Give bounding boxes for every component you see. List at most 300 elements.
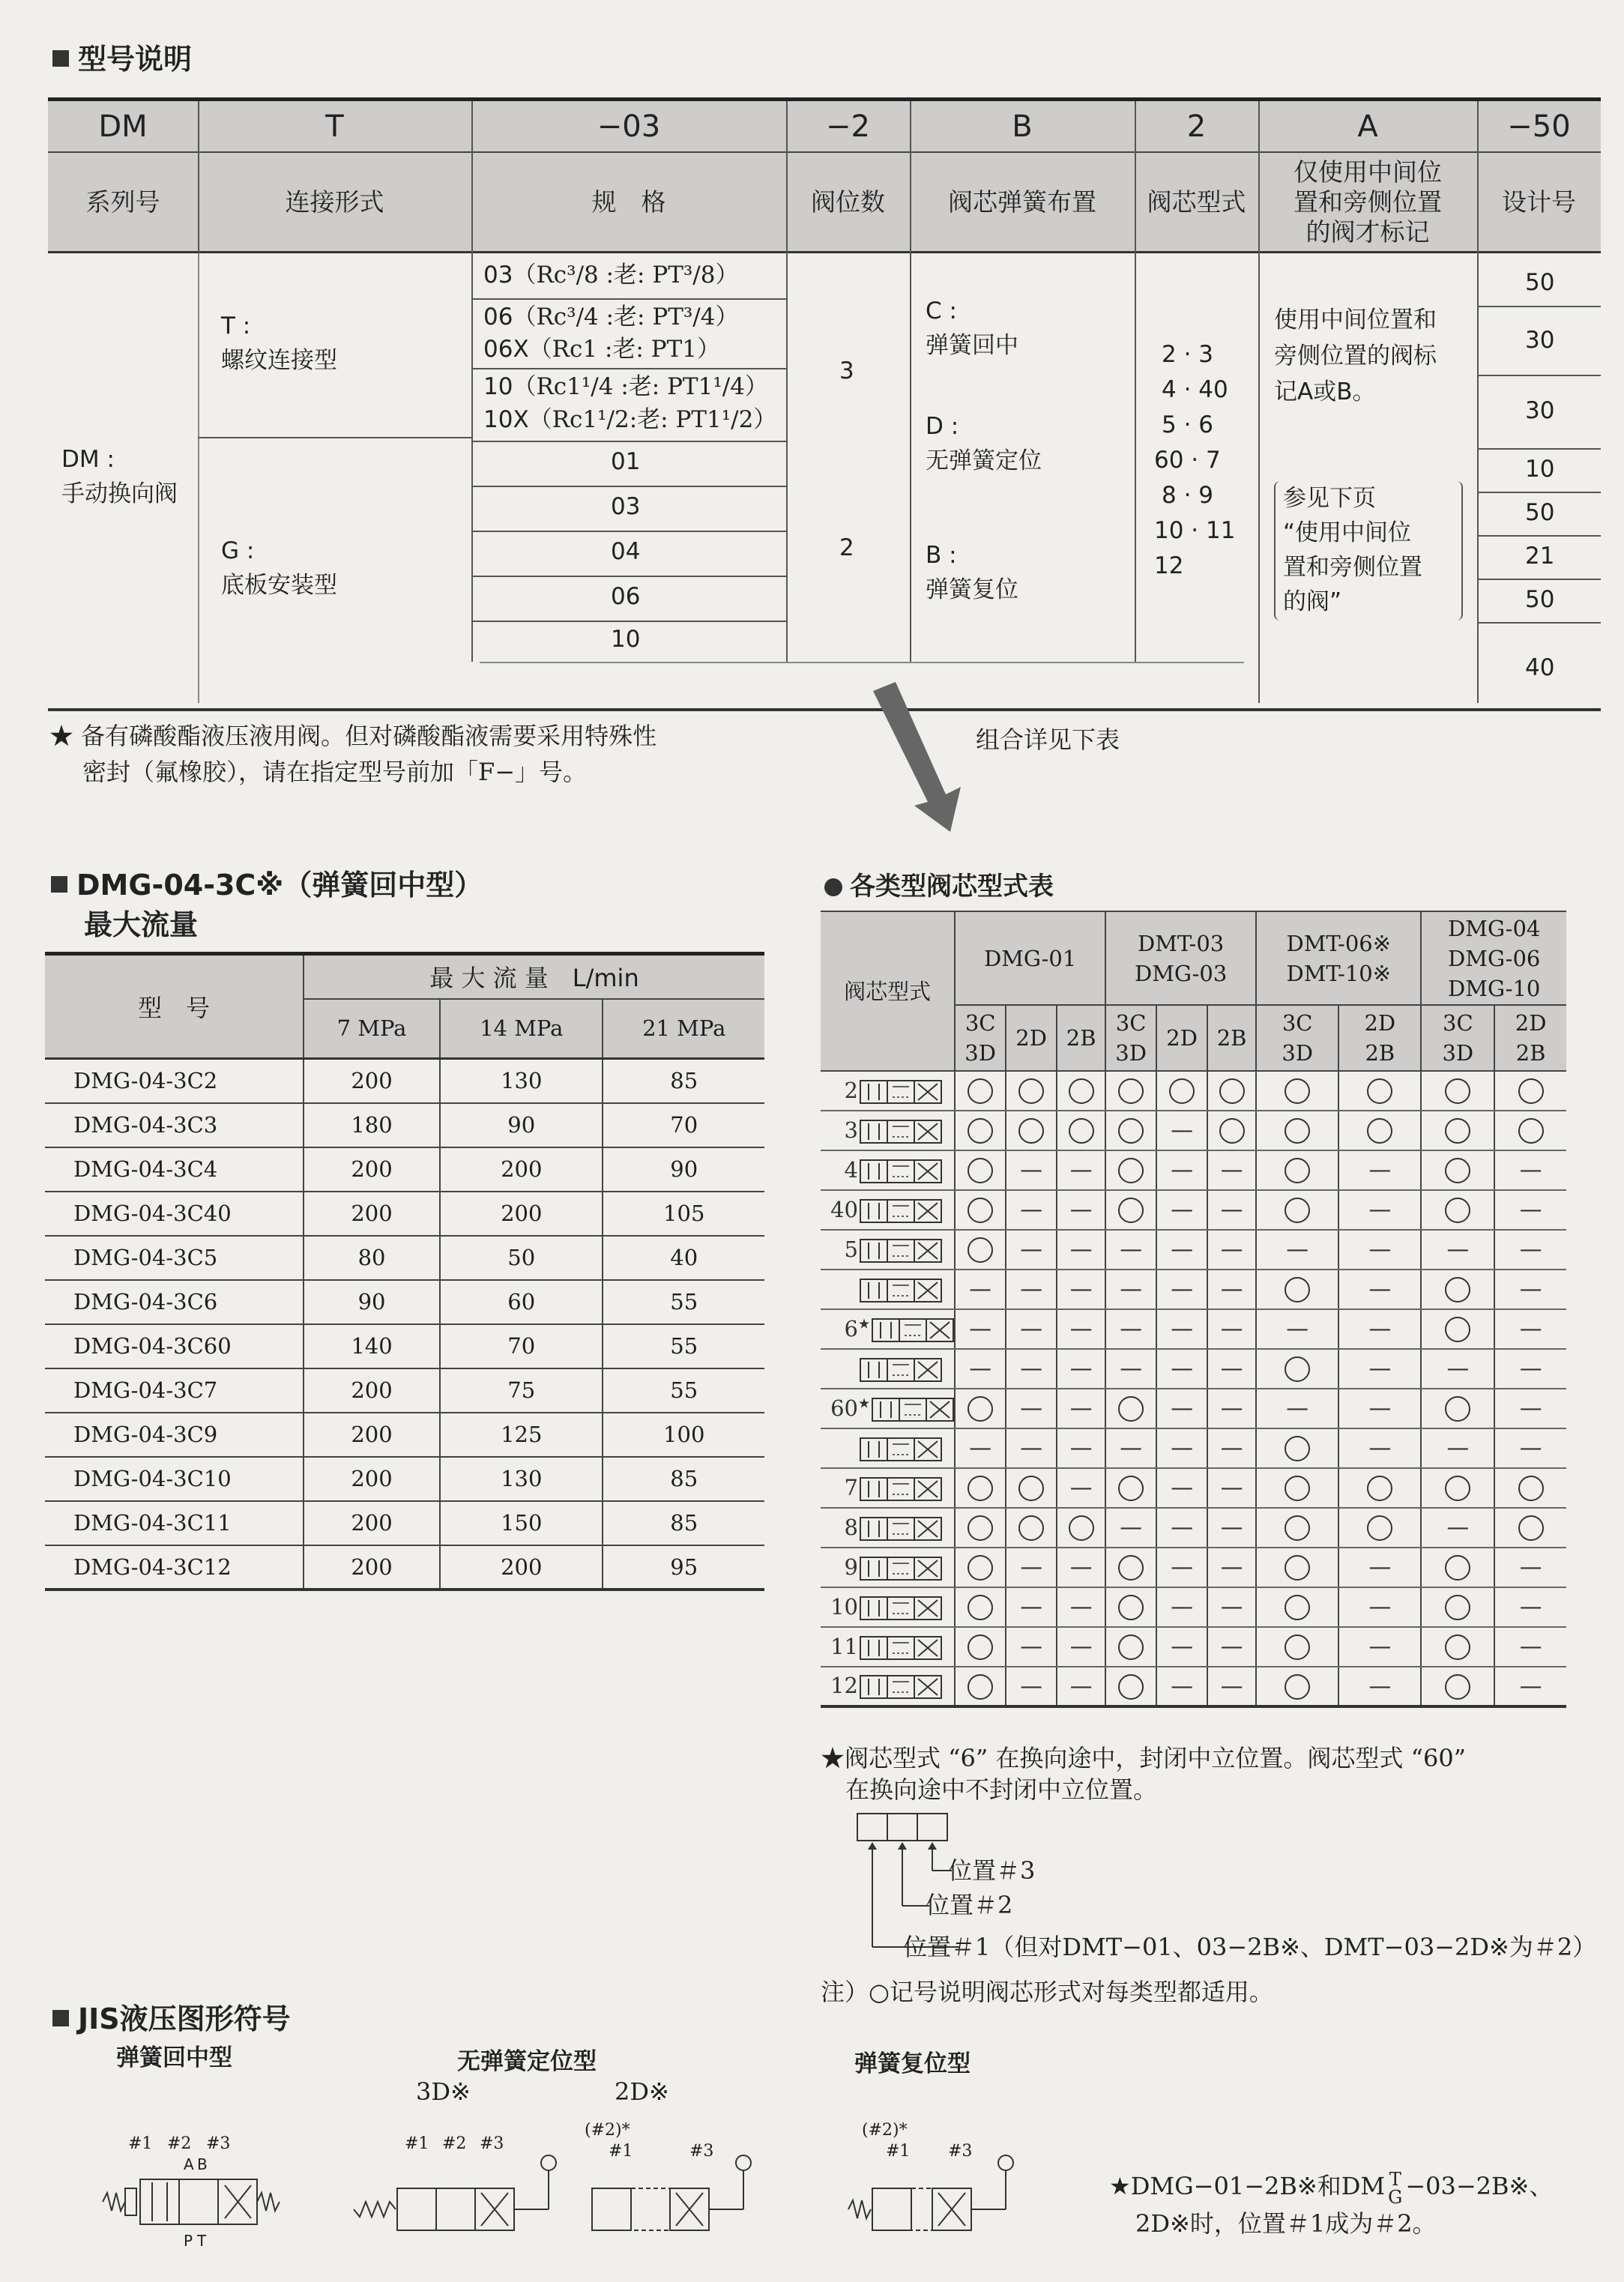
not-applicable-dash: —	[1494, 1587, 1566, 1627]
not-applicable-dash: —	[1057, 1190, 1105, 1230]
not-applicable-dash: —	[1057, 1587, 1105, 1627]
spool-symbol-icon	[860, 1476, 942, 1502]
size-10x: 10X（Rc1¹/2:老: PT1¹/2）	[483, 406, 777, 433]
final-note: ★DMG−01−2B※和DM T G −03−2B※、	[1109, 2168, 1554, 2208]
size-g-03: 03	[611, 493, 641, 520]
applicable-circle-icon	[955, 1150, 1006, 1190]
not-applicable-dash: —	[1057, 1627, 1105, 1667]
symbol-spring-center: #1 #2 #3 A B P T	[101, 2134, 371, 2269]
applicable-circle-icon	[1256, 1468, 1338, 1508]
symbol-3d: #1 #2 #3	[352, 2134, 570, 2269]
applicable-circle-icon	[1421, 1150, 1494, 1190]
code-part: −03	[597, 109, 661, 144]
not-applicable-dash: —	[1421, 1349, 1494, 1389]
spool-note: 在换向途中不封闭中立位置。	[845, 1775, 1158, 1804]
flow-value-cell: 180	[304, 1103, 440, 1147]
circle-bullet-icon	[824, 878, 842, 896]
not-applicable-dash: —	[1156, 1508, 1207, 1548]
jis-spring-return: 弹簧复位型	[854, 2050, 971, 2077]
table-row	[821, 1667, 1566, 1706]
spool-symbol-icon	[872, 1397, 954, 1422]
applicable-circle-icon	[955, 1389, 1006, 1428]
conn-t-code: T :	[221, 313, 251, 339]
not-applicable-dash: —	[1006, 1150, 1057, 1190]
flow-value-cell: 40	[603, 1236, 764, 1280]
not-applicable-dash: —	[1256, 1230, 1338, 1270]
applicable-circle-icon	[1105, 1111, 1156, 1150]
not-applicable-dash: —	[1494, 1548, 1566, 1587]
table-row	[821, 1468, 1566, 1508]
applicable-circle-icon	[1494, 1468, 1566, 1508]
not-applicable-dash: —	[1338, 1587, 1421, 1627]
applicable-circle-icon	[1105, 1190, 1156, 1230]
flow-subtitle: 最大流量	[84, 908, 199, 941]
not-applicable-dash: —	[1338, 1270, 1421, 1309]
size-g-01: 01	[611, 448, 641, 475]
final-note: 2D※时，位置＃1成为＃2。	[1135, 2209, 1437, 2238]
flow-value-cell: 105	[603, 1192, 764, 1236]
not-applicable-dash: —	[1006, 1428, 1057, 1468]
circle-note: 注）○记号说明阀芯形式对每类型都适用。	[821, 1978, 1273, 2006]
marking-note-line: 旁侧位置的阀标	[1274, 342, 1437, 369]
applicable-circle-icon	[1421, 1270, 1494, 1309]
label-design: 设计号	[1502, 187, 1576, 217]
table-row	[45, 1501, 764, 1545]
table-row	[821, 1548, 1566, 1587]
applicable-circle-icon	[1421, 1667, 1494, 1706]
not-applicable-dash: —	[1156, 1389, 1207, 1428]
table-row	[45, 1147, 764, 1192]
table-row	[821, 1230, 1566, 1270]
spool-type-label	[821, 1349, 955, 1389]
square-bullet-icon	[52, 50, 69, 67]
flow-value-cell: 60	[440, 1280, 603, 1324]
design-number: 30	[1525, 327, 1555, 354]
flow-header-flow: 最 大 流 量 L/min	[304, 954, 764, 999]
not-applicable-dash: —	[1057, 1150, 1105, 1190]
applicable-circle-icon	[955, 1468, 1006, 1508]
not-applicable-dash: —	[1338, 1667, 1421, 1706]
spool-list-item: 12	[1154, 552, 1184, 579]
flow-value-cell: 200	[304, 1457, 440, 1501]
applicable-circle-icon	[1256, 1150, 1338, 1190]
col-header: 3C 3D	[1421, 1005, 1494, 1071]
flow-model-cell: DMG-04-3C6	[45, 1280, 304, 1324]
marking-ref-line: 的阀”	[1283, 588, 1342, 615]
marking-ref-line: 置和旁侧位置	[1283, 554, 1422, 581]
table-row	[45, 1545, 764, 1590]
spool-list-item: 5 · 6	[1162, 411, 1214, 438]
flow-value-cell: 70	[440, 1324, 603, 1368]
col-header: 3C 3D	[1256, 1005, 1338, 1071]
flow-value-cell: 95	[603, 1545, 764, 1590]
not-applicable-dash: —	[1057, 1548, 1105, 1587]
label-size: 规 格	[591, 187, 666, 217]
label-series: 系列号	[85, 187, 160, 217]
applicable-circle-icon	[1156, 1071, 1207, 1111]
flow-value-cell: 200	[440, 1147, 603, 1192]
not-applicable-dash: —	[1006, 1270, 1057, 1309]
applicable-circle-icon	[1006, 1508, 1057, 1548]
spool-type-label: 9	[821, 1548, 955, 1587]
applicable-circle-icon	[1256, 1111, 1338, 1150]
not-applicable-dash: —	[1105, 1428, 1156, 1468]
code-part: B	[1012, 109, 1033, 144]
applicable-circle-icon	[1421, 1548, 1494, 1587]
not-applicable-dash: —	[1156, 1111, 1207, 1150]
applicable-circle-icon	[1057, 1508, 1105, 1548]
size-g-06: 06	[611, 583, 641, 610]
not-applicable-dash: —	[1006, 1627, 1057, 1667]
flow-header-pressure: 14 MPa	[440, 999, 603, 1059]
spool-note: ★阀芯型式 “6” 在换向途中，封闭中立位置。阀芯型式 “60”	[821, 1744, 1467, 1772]
size-03: 03（Rc³/8 :老: PT³/8）	[483, 262, 739, 289]
flow-model-cell: DMG-04-3C12	[45, 1545, 304, 1590]
design-number: 40	[1525, 654, 1555, 681]
table-row	[821, 1428, 1566, 1468]
design-number: 10	[1525, 456, 1555, 483]
not-applicable-dash: —	[1156, 1230, 1207, 1270]
applicable-circle-icon	[1256, 1508, 1338, 1548]
spool-type-label: 11	[821, 1627, 955, 1667]
applicable-circle-icon	[1006, 1071, 1057, 1111]
flow-value-cell: 150	[440, 1501, 603, 1545]
flow-header-model: 型 号	[45, 954, 304, 1059]
not-applicable-dash: —	[1156, 1190, 1207, 1230]
not-applicable-dash: —	[1494, 1667, 1566, 1706]
code-part: 2	[1186, 109, 1207, 144]
flow-table	[45, 952, 764, 1591]
series-code: DM :	[61, 446, 115, 473]
not-applicable-dash: —	[955, 1428, 1006, 1468]
not-applicable-dash: —	[1207, 1309, 1256, 1349]
spool-type-label	[821, 1270, 955, 1309]
spool-symbol-icon	[860, 1198, 942, 1224]
spool-list-item: 4 · 40	[1162, 376, 1228, 403]
applicable-circle-icon	[1338, 1071, 1421, 1111]
not-applicable-dash: —	[1494, 1309, 1566, 1349]
positions-threaded: 3	[839, 357, 854, 384]
not-applicable-dash: —	[1494, 1190, 1566, 1230]
not-applicable-dash: —	[1156, 1587, 1207, 1627]
not-applicable-dash: —	[1006, 1230, 1057, 1270]
design-number: 50	[1525, 586, 1555, 613]
symbol-spring-return: (#2)* #1 #3	[847, 2121, 1042, 2271]
spool-type-label: 7	[821, 1468, 955, 1508]
jis-3d: 3D※	[416, 2077, 471, 2106]
not-applicable-dash: —	[955, 1309, 1006, 1349]
applicable-circle-icon	[1256, 1270, 1338, 1309]
symbol-2d: (#2)* #1 #3	[570, 2121, 764, 2271]
spring-c-name: 弹簧回中	[926, 332, 1018, 359]
flow-model-cell: DMG-04-3C4	[45, 1147, 304, 1192]
not-applicable-dash: —	[955, 1349, 1006, 1389]
spring-d-name: 无弹簧定位	[926, 447, 1042, 474]
applicable-circle-icon	[1105, 1071, 1156, 1111]
design-number: 50	[1525, 499, 1555, 526]
not-applicable-dash: —	[1105, 1309, 1156, 1349]
not-applicable-dash: —	[1207, 1230, 1256, 1270]
spring-return-valve-icon	[847, 2151, 1042, 2241]
flow-value-cell: 85	[603, 1457, 764, 1501]
jis-2d: 2D※	[615, 2077, 669, 2106]
table-row	[821, 1150, 1566, 1190]
applicable-circle-icon	[1421, 1111, 1494, 1150]
applicable-circle-icon	[955, 1111, 1006, 1150]
table-row	[821, 1190, 1566, 1230]
spool-symbol-icon	[860, 1357, 942, 1383]
col-header: 2D 2B	[1494, 1005, 1566, 1071]
size-10: 10（Rc1¹/4 :老: PT1¹/4）	[483, 373, 768, 400]
flow-value-cell: 55	[603, 1280, 764, 1324]
combo-note: 组合详见下表	[976, 725, 1120, 754]
code-part: T	[325, 109, 344, 144]
table-row	[821, 1071, 1566, 1111]
not-applicable-dash: —	[1338, 1150, 1421, 1190]
table-row	[45, 1413, 764, 1457]
not-applicable-dash: —	[1156, 1548, 1207, 1587]
spool-list-item: 10 · 11	[1154, 517, 1236, 544]
not-applicable-dash: —	[1105, 1508, 1156, 1548]
not-applicable-dash: —	[1338, 1190, 1421, 1230]
table-row	[45, 1280, 764, 1324]
applicable-circle-icon	[1207, 1111, 1256, 1150]
not-applicable-dash: —	[1207, 1468, 1256, 1508]
table-row	[45, 1457, 764, 1501]
applicable-circle-icon	[1421, 1190, 1494, 1230]
table-row	[45, 1236, 764, 1280]
not-applicable-dash: —	[955, 1270, 1006, 1309]
not-applicable-dash: —	[1207, 1190, 1256, 1230]
flow-value-cell: 125	[440, 1413, 603, 1457]
not-applicable-dash: —	[1057, 1428, 1105, 1468]
table-row	[45, 1192, 764, 1236]
not-applicable-dash: —	[1207, 1548, 1256, 1587]
not-applicable-dash: —	[1006, 1587, 1057, 1627]
not-applicable-dash: —	[1057, 1389, 1105, 1428]
flow-value-cell: 55	[603, 1324, 764, 1368]
design-number: 30	[1525, 397, 1555, 424]
series-name: 手动换向阀	[61, 480, 178, 507]
flow-value-cell: 90	[603, 1147, 764, 1192]
not-applicable-dash: —	[1156, 1667, 1207, 1706]
not-applicable-dash: —	[1057, 1349, 1105, 1389]
table-row	[821, 1270, 1566, 1309]
not-applicable-dash: —	[1057, 1309, 1105, 1349]
applicable-circle-icon	[1105, 1468, 1156, 1508]
col-header: 2D 2B	[1338, 1005, 1421, 1071]
code-part: −2	[826, 109, 870, 144]
flow-model-cell: DMG-04-3C40	[45, 1192, 304, 1236]
spring-b-name: 弹簧复位	[926, 576, 1018, 603]
not-applicable-dash: —	[1207, 1508, 1256, 1548]
spring-b-code: B :	[926, 542, 957, 569]
not-applicable-dash: —	[1006, 1548, 1057, 1587]
applicable-circle-icon	[1256, 1587, 1338, 1627]
spool-type-label: 10	[821, 1587, 955, 1627]
not-applicable-dash: —	[1338, 1230, 1421, 1270]
not-applicable-dash: —	[1006, 1389, 1057, 1428]
spool-type-table	[821, 911, 1566, 1708]
not-applicable-dash: —	[1057, 1667, 1105, 1706]
applicable-circle-icon	[1057, 1111, 1105, 1150]
not-applicable-dash: —	[1057, 1468, 1105, 1508]
table-row	[821, 1389, 1566, 1428]
applicable-circle-icon	[1256, 1667, 1338, 1706]
not-applicable-dash: —	[1494, 1150, 1566, 1190]
flow-value-cell: 50	[440, 1236, 603, 1280]
applicable-circle-icon	[1494, 1071, 1566, 1111]
size-g-10: 10	[611, 626, 641, 653]
flow-value-cell: 200	[304, 1147, 440, 1192]
spool-list-item: 2 · 3	[1162, 341, 1214, 368]
flow-value-cell: 200	[304, 1368, 440, 1413]
table-row	[821, 1349, 1566, 1389]
applicable-circle-icon	[1421, 1389, 1494, 1428]
detent-valve-icon	[352, 2149, 570, 2239]
square-bullet-icon	[52, 2010, 69, 2026]
not-applicable-dash: —	[1338, 1309, 1421, 1349]
spool-type-label: 6★	[821, 1309, 955, 1349]
not-applicable-dash: —	[1156, 1468, 1207, 1508]
table-row	[45, 1059, 764, 1103]
phosphate-note: ★ 备有磷酸酯液压液用阀。但对磷酸酯液需要采用特殊性	[49, 722, 657, 750]
spool-symbol-icon	[860, 1674, 942, 1700]
table-row	[821, 1309, 1566, 1349]
marking-ref-line: 参见下页	[1283, 485, 1376, 512]
label-spring: 阀芯弹簧布置	[948, 187, 1096, 217]
flow-model-cell: DMG-04-3C5	[45, 1236, 304, 1280]
label-positions: 阀位数	[811, 187, 885, 217]
flow-value-cell: 100	[603, 1413, 764, 1457]
spool-symbol-icon	[860, 1159, 942, 1184]
flow-header-pressure: 21 MPa	[603, 999, 764, 1059]
spool-type-label: 2	[821, 1071, 955, 1111]
applicable-circle-icon	[955, 1230, 1006, 1270]
detent-valve-icon	[570, 2151, 764, 2241]
label-spool: 阀芯型式	[1147, 187, 1246, 217]
flow-value-cell: 140	[304, 1324, 440, 1368]
not-applicable-dash: —	[1494, 1428, 1566, 1468]
applicable-circle-icon	[1338, 1468, 1421, 1508]
section-title-model: 型号说明	[52, 36, 192, 77]
flow-value-cell: 200	[304, 1192, 440, 1236]
applicable-circle-icon	[1105, 1627, 1156, 1667]
table-row	[821, 1627, 1566, 1667]
phosphate-note: 密封（氟橡胶），请在指定型号前加「F−」号。	[82, 758, 588, 786]
label-connection: 连接形式	[285, 187, 384, 217]
flow-model-cell: DMG-04-3C2	[45, 1059, 304, 1103]
code-part: −50	[1507, 109, 1571, 144]
applicable-circle-icon	[1006, 1111, 1057, 1150]
table-row	[821, 1587, 1566, 1627]
design-number: 21	[1525, 543, 1555, 570]
applicable-circle-icon	[1338, 1111, 1421, 1150]
spring-c-code: C :	[926, 298, 957, 325]
not-applicable-dash: —	[1421, 1508, 1494, 1548]
not-applicable-dash: —	[1494, 1230, 1566, 1270]
not-applicable-dash: —	[1338, 1627, 1421, 1667]
not-applicable-dash: —	[1057, 1230, 1105, 1270]
marking-note-line: 使用中间位置和	[1274, 307, 1437, 333]
applicable-circle-icon	[955, 1508, 1006, 1548]
not-applicable-dash: —	[1256, 1309, 1338, 1349]
applicable-circle-icon	[1256, 1071, 1338, 1111]
flow-value-cell: 130	[440, 1059, 603, 1103]
table-row	[45, 1368, 764, 1413]
not-applicable-dash: —	[1006, 1667, 1057, 1706]
marking-note-line: 记A或B。	[1274, 378, 1376, 405]
flow-value-cell: 200	[304, 1059, 440, 1103]
col-header: 2D	[1006, 1005, 1057, 1071]
applicable-circle-icon	[1207, 1071, 1256, 1111]
position-label: 位置＃1（但对DMT−01、03−2B※、DMT−03−2D※为＃2）	[903, 1933, 1597, 1961]
applicable-circle-icon	[1105, 1667, 1156, 1706]
not-applicable-dash: —	[1494, 1270, 1566, 1309]
spool-type-label: 60★	[821, 1389, 955, 1428]
flow-value-cell: 200	[440, 1192, 603, 1236]
size-06: 06（Rc³/4 :老: PT³/4）	[483, 304, 739, 330]
not-applicable-dash: —	[1207, 1428, 1256, 1468]
applicable-circle-icon	[1057, 1071, 1105, 1111]
not-applicable-dash: —	[1338, 1349, 1421, 1389]
spool-type-label: 3	[821, 1111, 955, 1150]
table-row	[45, 1103, 764, 1147]
spool-symbol-icon	[860, 1635, 942, 1661]
square-bullet-icon	[51, 876, 67, 893]
table-row	[821, 1508, 1566, 1548]
not-applicable-dash: —	[1207, 1389, 1256, 1428]
flow-value-cell: 85	[603, 1501, 764, 1545]
not-applicable-dash: —	[1207, 1349, 1256, 1389]
conn-t-name: 螺纹连接型	[221, 347, 337, 374]
conn-g-code: G :	[221, 537, 255, 564]
applicable-circle-icon	[955, 1190, 1006, 1230]
spool-symbol-icon	[860, 1516, 942, 1542]
flow-model-cell: DMG-04-3C7	[45, 1368, 304, 1413]
not-applicable-dash: —	[1338, 1428, 1421, 1468]
not-applicable-dash: —	[1156, 1428, 1207, 1468]
not-applicable-dash: —	[1006, 1349, 1057, 1389]
jis-spring-center: 弹簧回中型	[116, 2044, 232, 2071]
applicable-circle-icon	[1105, 1548, 1156, 1587]
applicable-circle-icon	[1421, 1071, 1494, 1111]
position-label: 位置＃2	[926, 1891, 1013, 1919]
flow-value-cell: 55	[603, 1368, 764, 1413]
flow-title: DMG-04-3C※（弹簧回中型）	[51, 862, 483, 903]
model-code-header	[48, 97, 1601, 153]
flow-value-cell: 200	[304, 1545, 440, 1590]
flow-value-cell: 80	[304, 1236, 440, 1280]
flow-model-cell: DMG-04-3C10	[45, 1457, 304, 1501]
flow-model-cell: DMG-04-3C11	[45, 1501, 304, 1545]
spool-symbol-icon	[860, 1278, 942, 1303]
not-applicable-dash: —	[1207, 1270, 1256, 1309]
flow-value-cell: 75	[440, 1368, 603, 1413]
applicable-circle-icon	[1421, 1468, 1494, 1508]
not-applicable-dash: —	[1207, 1150, 1256, 1190]
spool-type-label: 5	[821, 1230, 955, 1270]
not-applicable-dash: —	[1105, 1349, 1156, 1389]
applicable-circle-icon	[1256, 1190, 1338, 1230]
col-header: 3C 3D	[955, 1005, 1006, 1071]
applicable-circle-icon	[1421, 1309, 1494, 1349]
spool-list-item: 60 · 7	[1154, 447, 1221, 474]
spring-d-code: D :	[926, 413, 959, 440]
applicable-circle-icon	[955, 1548, 1006, 1587]
col-header: 3C 3D	[1105, 1005, 1156, 1071]
not-applicable-dash: —	[1006, 1309, 1057, 1349]
